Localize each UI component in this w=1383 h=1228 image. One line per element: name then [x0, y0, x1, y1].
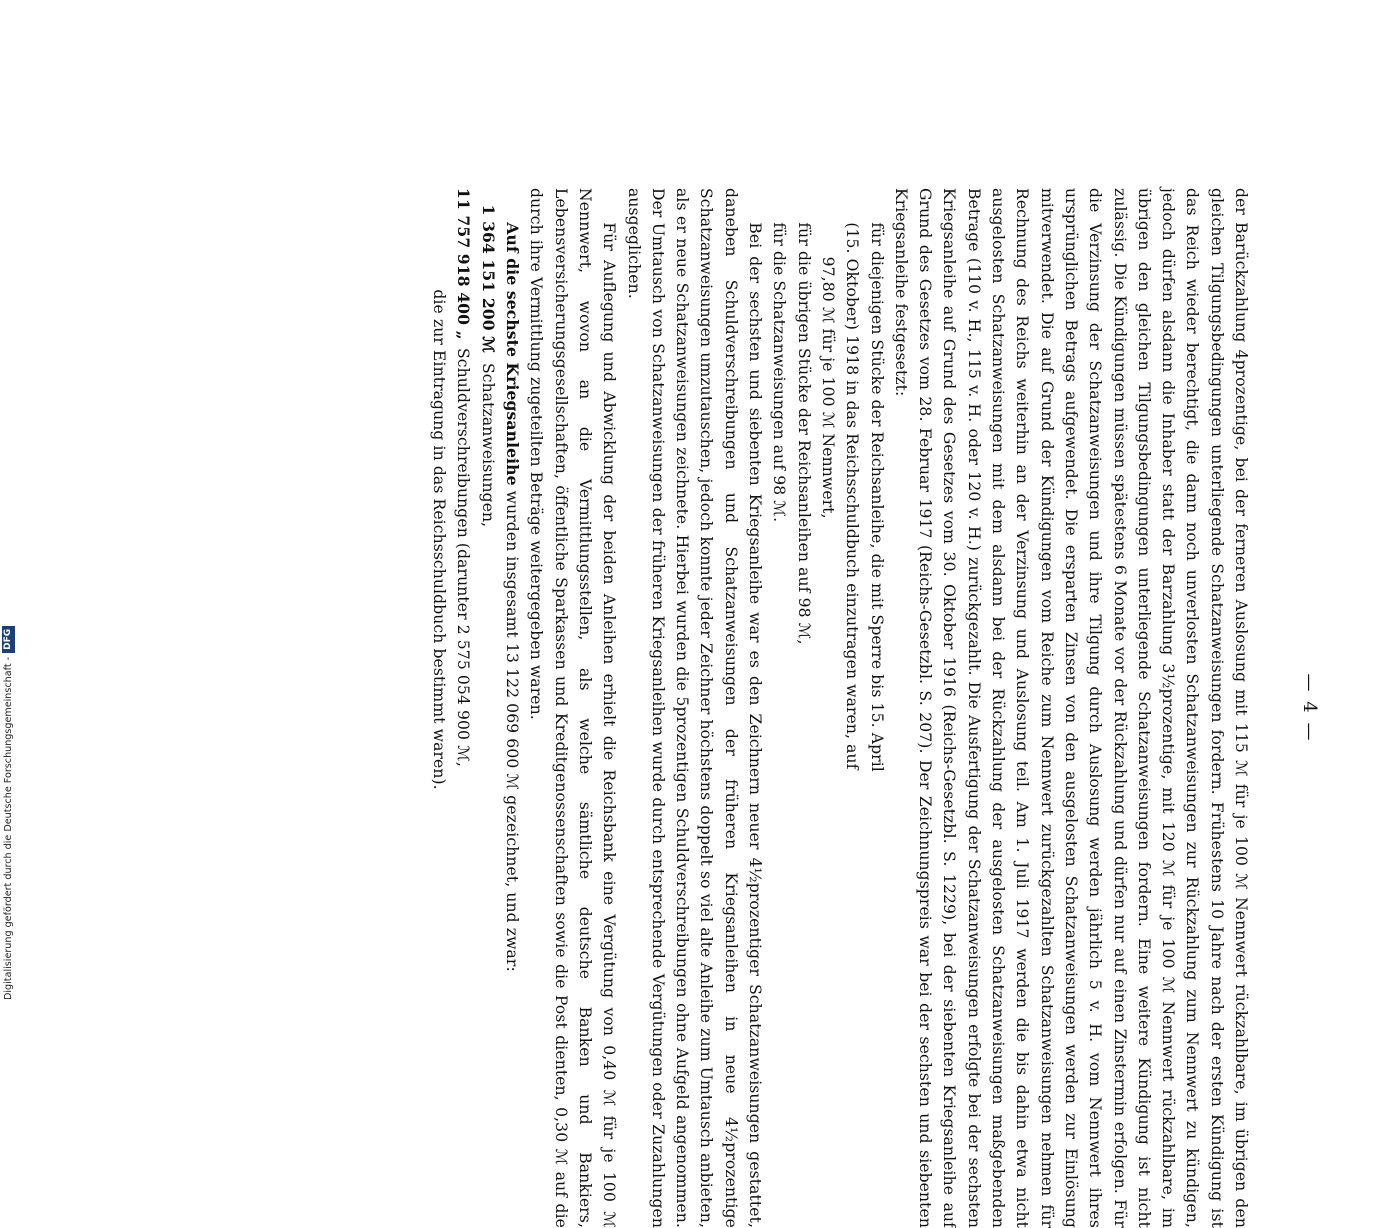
amount-text: Schuldverschreibungen (darunter 2 575 054 900 ℳ, [454, 348, 473, 767]
amount-tail: die zur Eintragung in das Reichsschuldbuch bestimmt waren). [430, 289, 449, 790]
amount-row [476, 188, 500, 1228]
price-line: (15. Oktober) 1918 in das Reichsschuldbuch einzutragen waren, auf [843, 222, 862, 770]
amount-value: 1 364 151 200 ℳ [478, 204, 498, 353]
page-number: — 4 — [1299, 673, 1320, 743]
price-line: 97,80 ℳ für je 100 ℳ Nennwert, [818, 256, 837, 519]
amount-row [451, 188, 475, 1228]
paragraph-4-rest: wurden insgesamt 13 122 069 600 ℳ gezeichnet, und zwar: [503, 490, 522, 972]
paragraph-4-lead: Auf die sechste Kriegsanleihe [503, 222, 523, 486]
amount-value: 11 757 918 400 „ [454, 188, 474, 340]
rotated-page [158, 188, 1320, 1228]
paragraph-1: der Barückzahlung 4prozentige, bei der ferneren Auslosung mit 115 ℳ für je 100 ℳ Nennwert rückzahlbare, im übrigen den gleichen Tilgungsbedingungen unterliegende Schatzanweisungen fordern. Frühestens 10 Jahre nach der ersten Kündigung ist das Reich wieder berechtigt, die dann noch unverlosten Schatzanweisungen zur Rückzahlung zum Nennwert zu kündigen, jedoch dürfen alsdann die Inhaber statt der Barzahlung 3½prozentige, mit 120 ℳ für je 100 ℳ Nennwert rückzahlbare, im übrigen den gleichen Tilgungsbedingungen unterliegende Schatzanweisungen fordern. Eine weitere Kündigung ist nicht zulässig. Die Kündigungen müssen spätestens 6 Monate vor der Rückzahlung und dürfen nur auf einen Zinstermin erfolgen. Für die Verzinsung der Schatzanweisungen und ihre Tilgung durch Auslosung werden jährlich 5 v. H. vom Nennwert ihres ursprünglichen Betrags aufgewendet. Die ersparten Zinsen von den ausgelosten Schatzanweisungen werden zur Einlösung mitverwendet. Die auf Grund der Kündigungen vom Reiche zum Nennwert zurückgezahlten Schatzanweisungen nehmen für Rechnung des Reichs weiterhin an der Verzinsung und Auslosung teil. Am 1. Juli 1917 werden die bis dahin etwa nicht ausgelosten Schatzanweisungen mit dem alsdann bei der Rückzahlung der ausgelosten Schatzanweisungen maßgebenden Betrage (110 v. H., 115 v. H. oder 120 v. H.) zurückgezahlt. Die Ausfertigung der Schatzanweisungen erfolgte bei der sechsten Kriegsanleihe auf Grund des Gesetzes vom 30. Oktober 1916 (Reichs-Gesetzbl. S. 1229), bei der siebenten Kriegsanleihe auf Grund des Gesetzes vom 28. Februar 1917 (Reichs-Gesetzbl. S. 207). Der Zeichnungspreis war bei der sechsten und siebenten Kriegsanleihe festgesetzt: [891, 188, 1250, 1228]
price-line: für die Schatzanweisungen auf 98 ℳ. [770, 222, 789, 523]
paragraph-4 [500, 188, 524, 1228]
price-line: für diejenigen Stücke der Reichsanleihe, die mit Sperre bis 15. April [867, 222, 886, 772]
amount-text: Schatzanweisungen, [478, 363, 497, 528]
amount-list [427, 188, 500, 1228]
paragraph-3: Für Auflegung und Abwicklung der beiden Anleihen erhielt die Reichsbank eine Vergütung von 0,40 ℳ für je 100 ℳ Nennwert, wovon an die Vermittlungsstellen, als welche sämtliche deutsche Banken und Bankiers, Lebensversicherungsgesellschaften, öffentliche Sparkassen und Kreditgenossenschaften sowie die Post dienten, 0,30 ℳ auf die durch ihre Vermittlung zugeteilten Beträge weitergegeben waren. [527, 188, 619, 1228]
paragraph-2: Bei der sechsten und siebenten Kriegsanleihe war es den Zeichnern neuer 4½prozentiger Schatzanweisungen gestattet, daneben Schuldverschreibungen und Schatzanweisungen der früheren Kriegsanleihen in neue 4½prozentige Schatzanweisungen umzutauschen, jedoch konnte jeder Zeichner höchstens doppelt so viel alte Anleihe zum Umtausch anbieten, als er neue Schatzanweisungen zeichnete. Hierbei wurden die 5prozentigen Schuldverschreibungen ohne Aufgeld angenommen. Der Umtausch von Schatzanweisungen der früheren Kriegsanleihen wurde durch entsprechende Vergütungen oder Zuzahlungen ausgeglichen. [624, 188, 765, 1228]
digitization-credit [1, 10, 17, 1000]
price-list [767, 188, 888, 1228]
dfg-logo: DFG [2, 626, 15, 653]
price-line: für die übrigen Stücke der Reichsanleihen auf 98 ℳ, [794, 222, 813, 645]
credit-text: Digitalisierung gefördert durch die Deutsche Forschungsgemeinschaft - [3, 656, 14, 1000]
